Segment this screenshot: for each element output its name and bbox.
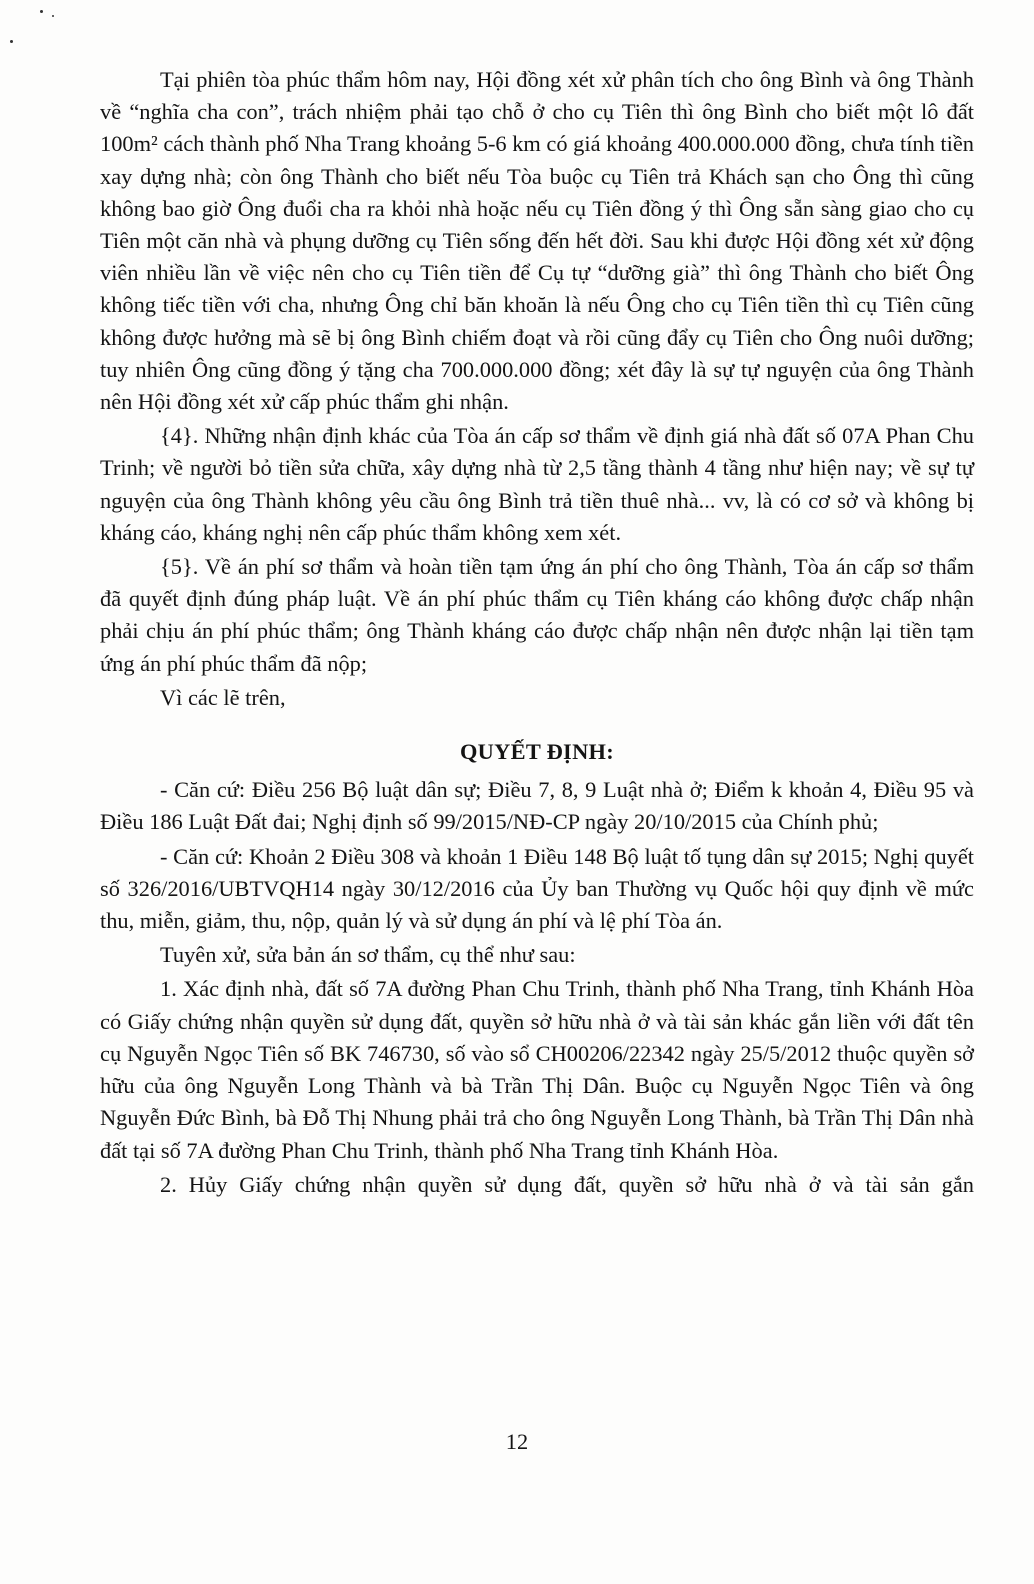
page-number: 12 (505, 1429, 529, 1454)
ruling-intro: Tuyên xử, sửa bản án sơ thẩm, cụ thể như sau: (160, 942, 576, 968)
legal-basis-2: - Căn cứ: Khoản 2 Điều 308 và khoản 1 Điều 148 Bộ luật tố tụng dân sự 2015; Nghị quyết số 326/2016/UBTVQH14 ngày 30/12/2016 của Ủy ban Thường vụ Quốc hội quy định về mức thu, miễn, giảm, thu, nộp, quản lý và sử dụng án phí và lệ phí Tòa án. (100, 843, 974, 934)
paragraph-point-4: {4}. Những nhận định khác của Tòa án cấp sơ thẩm về định giá nhà đất số 07A Phan Chu Trinh; về người bỏ tiền sửa chữa, xây dựng nhà từ 2,5 tầng thành 4 tầng như hiện nay; về sự tự nguyện của ông Thành không yêu cầu ông Bình trả tiền thuê nhà... vv, là có cơ sở và không bị kháng cáo, kháng nghị nên cấp phúc thẩm không xem xét. (100, 423, 974, 545)
scan-speck (52, 15, 54, 17)
paragraph-reasons: Vì các lẽ trên, (160, 684, 286, 710)
ruling-item-1: 1. Xác định nhà, đất số 7A đường Phan Chu Trinh, thành phố Nha Trang, tỉnh Khánh Hòa có Giấy chứng nhận quyền sử dụng đất, quyền sở hữu nhà ở và tài sản khác gắn liền với đất tên cụ Nguyễn Ngọc Tiên số BK 746730, số vào sổ CH00206/22342 ngày 25/5/2012 thuộc quyền sở hữu của ông Nguyễn Long Thành và bà Trần Thị Dân. Buộc cụ Nguyễn Ngọc Tiên và ông Nguyễn Đức Bình, bà Đỗ Thị Nhung phải trả cho ông Nguyễn Long Thành, bà Trần Thị Dân nhà đất tại số 7A đường Phan Chu Trinh, thành phố Nha Trang tỉnh Khánh Hòa. (100, 976, 974, 1163)
paragraph-hearing-analysis: Tại phiên tòa phúc thẩm hôm nay, Hội đồng xét xử phân tích cho ông Bình và ông Thành về “nghĩa cha con”, trách nhiệm phải tạo chỗ ở cho cụ Tiên thì ông Bình cho biết một lô đất 100m² cách thành phố Nha Trang khoảng 5-6 km có giá khoảng 400.000.000 đồng, chưa tính tiền xay dựng nhà; còn ông Thành cho biết nếu Tòa buộc cụ Tiên trả Khách sạn cho Ông thì cũng không bao giờ Ông đuổi cha ra khỏi nhà hoặc nếu cụ Tiên đồng ý thì Ông sẵn sàng giao cho cụ Tiên một căn nhà và phụng dưỡng cụ Tiên sống đến hết đời. Sau khi được Hội đồng xét xử động viên nhiều lần về việc nên cho cụ Tiên tiền để Cụ tự “dưỡng già” thì ông Thành cho biết Ông không tiếc tiền với cha, nhưng Ông chỉ băn khoăn là nếu Ông cho cụ Tiên tiền thì cụ Tiên cũng không được hưởng mà sẽ bị ông Bình chiếm đoạt và rồi cũng đẩy cụ Tiên cho Ông nuôi dưỡng; tuy nhiên Ông cũng đồng ý tặng cha 700.000.000 đồng; xét đây là sự tự nguyện của ông Thành nên Hội đồng xét xử cấp phúc thẩm ghi nhận. (100, 67, 974, 415)
legal-basis-1: - Căn cứ: Điều 256 Bộ luật dân sự; Điều 7, 8, 9 Luật nhà ở; Điểm k khoản 4, Điều 95 và Điều 186 Luật Đất đai; Nghị định số 99/2015/NĐ-CP ngày 20/10/2015 của Chính phủ; (100, 777, 974, 835)
decision-heading: QUYẾT ĐỊNH: (459, 739, 615, 765)
scan-speck (40, 10, 43, 13)
ruling-item-2: 2. Hủy Giấy chứng nhận quyền sử dụng đất, quyền sở hữu nhà ở và tài sản gắn (160, 1171, 974, 1197)
paragraph-point-5: {5}. Về án phí sơ thẩm và hoàn tiền tạm ứng án phí cho ông Thành, Tòa án cấp sơ thẩm đã quyết định đúng pháp luật. Về án phí phúc thẩm cụ Tiên kháng cáo không được chấp nhận phải chịu án phí phúc thẩm; ông Thành kháng cáo được chấp nhận nên được nhận lại tiền tạm ứng án phí phúc thẩm đã nộp; (100, 554, 974, 676)
scan-speck (10, 40, 13, 43)
